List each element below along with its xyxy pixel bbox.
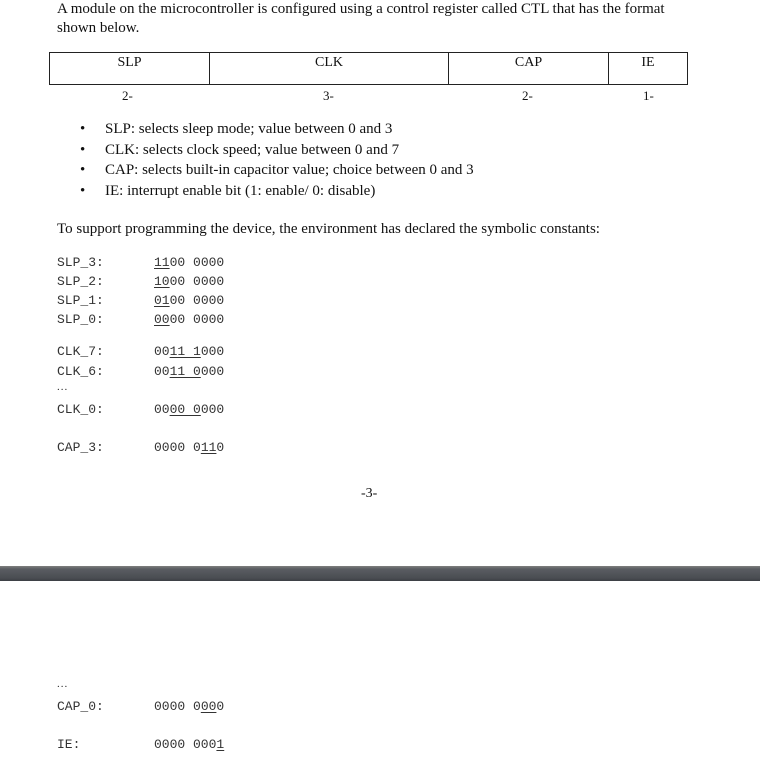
register-field-clk: CLK <box>210 53 449 84</box>
page-number: -3- <box>361 486 378 501</box>
constant-name: CAP_3: <box>57 440 104 455</box>
bits-clk: 3- <box>323 88 334 103</box>
bullet-icon: • <box>80 141 86 158</box>
constant-name: CLK_0: <box>57 402 104 417</box>
constant-value: 0011 0000 <box>154 364 225 379</box>
bullet-icon: • <box>80 121 86 137</box>
constant-value: 0000 0001 <box>154 737 225 752</box>
constant-name: SLP_3: <box>57 255 104 270</box>
page-separator <box>0 566 760 581</box>
list-item: • CAP: selects built-in capacitor value; choice between 0 and 3 <box>80 162 474 178</box>
constant-value: 0000 0000 <box>154 402 225 417</box>
constant-value: 0000 0110 <box>154 440 225 455</box>
constant-name: SLP_2: <box>57 274 104 289</box>
constant-value: 0100 0000 <box>154 293 225 308</box>
list-item: • CLK: selects clock speed; value between 0 and 7 <box>80 141 400 158</box>
ellipsis: ... <box>57 678 69 690</box>
ctl-register-table <box>49 52 688 85</box>
bits-slp: 2- <box>122 88 133 103</box>
bullet-icon: • <box>80 162 86 178</box>
constant-value: 1000 0000 <box>154 274 225 289</box>
constant-value: 1100 0000 <box>154 255 225 270</box>
support-paragraph: To support programming the device, the environment has declared the symbolic constants: <box>57 221 600 237</box>
document-page-4 <box>0 581 760 762</box>
constant-name: IE: <box>57 737 81 752</box>
list-item: • SLP: selects sleep mode; value between 0 and 3 <box>80 121 393 137</box>
bits-cap: 2- <box>522 88 533 103</box>
field-description-list <box>80 119 474 201</box>
constant-name: CLK_6: <box>57 364 104 379</box>
constant-name: SLP_0: <box>57 312 104 327</box>
intro-paragraph: A module on the microcontroller is configured using a control register called CTL that has the format shown below. <box>57 1 665 36</box>
constant-name: CAP_0: <box>57 699 104 714</box>
ellipsis: ... <box>57 381 69 393</box>
constant-name: CLK_7: <box>57 344 104 359</box>
register-field-cap: CAP <box>449 53 609 84</box>
bullet-icon: • <box>80 182 86 199</box>
register-field-ie: IE <box>641 55 655 70</box>
constant-value: 0011 1000 <box>154 344 225 359</box>
constant-name: SLP_1: <box>57 293 104 308</box>
list-item: • IE: interrupt enable bit (1: enable/ 0: disable) <box>80 182 376 199</box>
constant-value: 0000 0000 <box>154 312 225 327</box>
constant-value: 0000 0000 <box>154 699 225 714</box>
bits-ie: 1- <box>643 88 654 103</box>
register-field-slp: SLP <box>50 53 210 84</box>
